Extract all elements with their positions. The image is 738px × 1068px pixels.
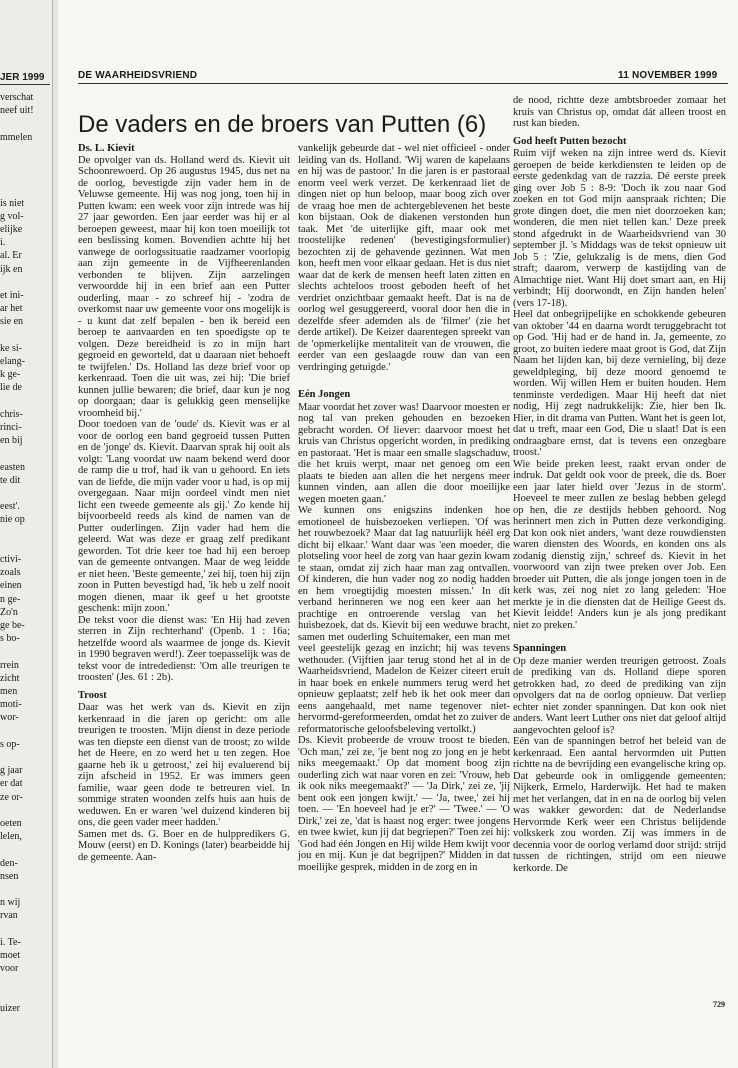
paragraph: Op deze manier werden treurigen getroost. Zoals de prediking van ds. Holland diepe sporen getrokken had, zo deed de prediking van zijn opvolgers dat na de oorlog opnieuw. Dat verliep echter niet zonder spanningen. Dat kon ook niet anders. Want leert Luther ons niet dat geloof altijd aangevochten geloof is? bbox=[513, 655, 726, 736]
previous-page-fragment: zicht bbox=[0, 672, 20, 684]
previous-page-fragment: moet bbox=[0, 950, 20, 961]
previous-page-fragment: nsen bbox=[0, 870, 19, 882]
paragraph: Samen met ds. G. Boer en de hulppredikers G. Mouw (eerst) en D. Konings (later) bearbeidde hij de gemeente. Aan- bbox=[78, 828, 290, 863]
previous-page-fragment: zoals bbox=[0, 567, 21, 579]
previous-page-fragment: rinci- bbox=[0, 422, 22, 433]
previous-page-fragment: elijke bbox=[0, 224, 23, 235]
previous-page-fragment: easten bbox=[0, 461, 25, 473]
subheading-god-heeft-putten-bezocht: God heeft Putten bezocht bbox=[513, 135, 627, 147]
previous-page-fragment: i. bbox=[0, 237, 6, 249]
paragraph: Wie beide preken leest, raakt ervan onder de indruk. Dat geldt ook voor de preek, die ds. Boer een jaar later hield over 'Jezus in de storm'. Hoeveel te meer zullen ze beslag hebben gelegd op hen, die ze destijds hebben gehoord. Nog herinnert men zich in Putten deze verkondiging. Dat kon ook niet anders, 'want deze rouwdiensten waren diensten des Woords, en konden ons als zodanig dienstig zijn,' schreef ds. Kievit in het voorwoord van zijn twee preken over Job. Een broeder uit Putten, die als jonge jongen toen in de kerk was, zei nog niet zo lang geleden: 'Hoe merkte je in die diensten dat de Heilige Geest ds. Kievit leidde! Anders kun je als jong predikant niet zo preken.' bbox=[513, 458, 726, 631]
paragraph: We kunnen ons enigszins indenken hoe emotioneel de huisbezoeken verliepen. 'Of was het rouwbezoek? Maar dat lag natuurlijk héél erg dicht bij elkaar.' Want daar was 'een moeder, die plotseling voor heel de zorg van haar gezin kwam te staan, omdat zij zich haar man zag ontvallen. Of kinderen, die hun vader nog zo nodig hadden en hem vroegtijdig moesten missen.' In dit verband herinneren we nog een keer aan het prachtige en ontroerende verslag van het huisbezoek, dat ds. Kievit bij een weduwe bracht, samen met ouderling Schuitemaker, een man met veel geestelijk gezag en inzicht; hij was tevens wethouder. (Vijftien jaar terug stond het al in de Waarheidsvriend, Madelon de Keizer citeert eruit in haar boek en enkele nummers terug werd het opnieuw geplaatst; zelf heb ik het ook meer dan eens aangehaald, met name tegenover niet-hervormd-gereformeerden, omdat het zo zuiver de reformatorische geloofsbeleving vertolkt.) bbox=[298, 505, 510, 735]
paragraph: Door toedoen van de 'oude' ds. Kievit was er al voor de oorlog een band gegroeid tussen Putten en de 'jonge' ds. Kievit. Daarvan sprak hij ooit als volgt: 'Lang voordat uw naam bekend werd door de ramp die u trof, had ik van u gehoord. En iets van de liefde, die mijn vader voor u had, is op mij overgegaan. Naar mijn oordeel vindt men niet licht een tweede gemeente als gij.' Zo kende hij bijvoorbeeld reeds als kind de namen van de Putter ouderlingen. Zijn vader had hem die geleerd. Wat was deze er graag zelf predikant geworden. Tot drie keer toe had hij een beroep van de gemeente ontvangen. Maar de weg leidde er niet heen. 'Beste gemeente,' zei hij, toen hij zijn zoon in Putten bevestigd had, 'ik heb u zelf nooit mogen dienen, maar ik geef u het grootste geschenk: mijn zoon.' bbox=[78, 419, 290, 614]
previous-page-fragment: oeten bbox=[0, 818, 22, 829]
previous-page-fragment: s bo- bbox=[0, 633, 20, 645]
previous-page-fragment: k ge- bbox=[0, 369, 21, 381]
previous-page-fragment: rrein bbox=[0, 659, 19, 671]
previous-page-fragment: lelen, bbox=[0, 831, 22, 843]
article-page bbox=[58, 0, 738, 1068]
column-3 bbox=[513, 95, 726, 874]
previous-page-fragment: i. Te- bbox=[0, 936, 21, 948]
subheading-troost: Troost bbox=[78, 689, 107, 701]
previous-page-header: JER 1999 bbox=[0, 72, 45, 83]
previous-page-fragment: n wij bbox=[0, 897, 21, 909]
previous-page-fragment: moti- bbox=[0, 699, 22, 711]
header-rule bbox=[78, 83, 728, 84]
paragraph: de nood, richtte deze ambtsbroeder zomaar het kruis van Christus op, omdat dát alleen troost en rust kan bieden. bbox=[513, 95, 726, 129]
subheading-spanningen: Spanningen bbox=[513, 643, 567, 654]
paragraph: Ds. Kievit probeerde de vrouw troost te bieden. 'Och man,' zei ze, 'je bent nog zo jong en je hebt niks meegemaakt.' Op dat moment boog zijn ouderling zich wat naar voren en zei: 'Vrouw, heb ik ook niks meegemaakt?' — 'Ja Dirk,' zei ze, 'jij bent ook een jongen kwijt.' — 'Ja, twee,' zei hij toen. — 'En hoeveel had je er?' — 'Twee.' — 'O Dirk,' zei ze, 'dat is haast nog erger: twee jongens en twee kwiet, kun jij dat begriepen?' Toen zei hij: 'God had één Jongen en Hij wilde Hem kwijt voor jou en mij. Kun je dat begrijpen?' Midden in dat moeilijke gesprek, midden in de zorg en in bbox=[298, 735, 510, 873]
previous-page-fragment: en bij bbox=[0, 435, 23, 447]
page-number: 729 bbox=[713, 1000, 725, 1009]
previous-page-fragment: er dat bbox=[0, 778, 23, 790]
previous-page-fragment: te dit bbox=[0, 474, 21, 486]
previous-page-fragment: den- bbox=[0, 857, 18, 869]
previous-page-fragment: s op- bbox=[0, 738, 20, 750]
previous-page-fragment: lie de bbox=[0, 382, 22, 394]
paragraph: Heel dat onbegrijpelijke en schokkende gebeuren van oktober '44 en daarna wordt teruggebracht tot op God. 'Hij had er de hand in. Ja, gemeente, zo groot, zo buiten iedere maat groot is God, dat Zijn Naam het lijden kan, bij deze vernieling, bij deze geweldpleging, bij deze moord genoemd te worden. Wij willen Hem er buiten houden. Hem tenminste verdedigen. Maar Hij heeft dat niet nodig, Hij zegt nadrukkelijk: Zie, hier ben Ik. Hier, in dit drama van Putten. Want het is geen lot, dat u treft, maar een God, Die u slaat! Dat is een ondraagbare ernst, dat is tevens een onzegbare troost.' bbox=[513, 309, 726, 458]
previous-page-strip bbox=[0, 0, 53, 1068]
subheading-een-jongen: Eén Jongen bbox=[298, 389, 351, 400]
previous-page-fragment: eest'. bbox=[0, 501, 20, 513]
previous-page-fragment: et ini- bbox=[0, 290, 24, 301]
paragraph: Daar was het werk van ds. Kievit en zijn kerkenraad in die jaren op gericht: om alle treurigen te troosten. 'Mijn dienst in deze periode was ten diepste een dienst van de troost; zo wilde het de Heere, en zo werd het u ten zegen. Hoe gaarne heb ik u getroost,' zei hij evaluerend bij zijn afscheid in 1952. Er was immers geen familie, waar geen dode te betreuren viel. In sommige straten woonden zelfs huis aan huis de weduwen. En er waren 'wel duizend kinderen bij ons, die geen vader meer hadden.' bbox=[78, 702, 290, 828]
previous-page-fragment: ke si- bbox=[0, 342, 22, 354]
previous-page-fragment: wor- bbox=[0, 712, 19, 724]
byline: Ds. L. Kievit bbox=[78, 143, 135, 154]
previous-page-fragment: ar het bbox=[0, 303, 23, 315]
previous-page-fragment: voor bbox=[0, 963, 19, 975]
previous-page-fragment: neef uit! bbox=[0, 105, 34, 117]
previous-page-fragment: elang- bbox=[0, 356, 25, 367]
previous-page-fragment: verschat bbox=[0, 92, 34, 103]
previous-page-fragment: sie en bbox=[0, 316, 24, 328]
previous-page-fragment: rvan bbox=[0, 910, 18, 922]
previous-page-fragment: ijk en bbox=[0, 263, 23, 275]
previous-page-fragment: is niet bbox=[0, 197, 25, 209]
previous-page-fragment: mmelen bbox=[0, 131, 33, 143]
previous-page-fragment: al. Er bbox=[0, 250, 22, 262]
previous-page-fragment: chris- bbox=[0, 408, 23, 420]
previous-page-fragment: n ge- bbox=[0, 593, 21, 605]
paragraph: vankelijk gebeurde dat - wel niet officieel - onder leiding van ds. Holland. 'Wij waren de kapelaans en hij was de pastoor.' In die jaren is er pastoraal enorm veel werk verzet. De kerkenraad liet de dingen niet op hun beloop, maar boog zich over de vraag hoe men de achtergeblevenen het beste kon bijstaan. Ook de diakenen verstonden hun taak. Met 'de uiterlijke gift, maar ook met troostelijke redenen' (bevestigingsformulier) bezochten zij de gehavende gezinnen. Wat men kon, heeft men voor elkaar gedaan. Het is dus niet waar dat de kerk de mensen heeft laten zitten en slechts achteloos troost geboden heeft of het verdriet onzichtbaar gemaakt heeft. Dat is na de oorlog wel gesuggereerd, vooral door hen die in dezelfde sfeer ademden als de 'filmer' (zie het derde artikel). De Keizer daarentegen spreekt van de 'opmerkelijke mentaliteit van de vrouwen, die eerder van een geslaagde rouw dan van een verdringing getuigde.' bbox=[298, 143, 510, 373]
previous-page-fragment: ge be- bbox=[0, 620, 25, 631]
previous-page-fragment: ze or- bbox=[0, 791, 23, 803]
issue-date: 11 NOVEMBER 1999 bbox=[618, 70, 718, 81]
column-1 bbox=[78, 143, 290, 863]
paragraph: De opvolger van ds. Holland werd ds. Kievit uit Schoonrewoerd. Op 26 augustus 1945, dus net na de oorlog, bevestigde zijn vader hem in de Veluwse gemeente. Hij was nog jong, toen hij in Putten kwam: een week voor zijn intrede was hij 27 jaar geworden. Een jaar eerder was hij er al beroepen geweest, maar hij kon toen moeilijk tot een beslissing komen. Bovendien achtte hij het vanwege de oorlogssituatie raadzamer voorlopig aan zijn gemeente in de Vijfheerenlanden verbonden te blijven. Zijn aarzelingen verwoordde hij in een brief aan een Putter ouderling, maar - zo schreef hij - 'zodra de overkomst naar uw gemeente voor ons mogelijk is - u kunt dat zelf bepalen - ben ik bereid een beroep te aanvaarden en ten spoedigste op te volgen. Deze bereidheid is zo in mijn hart gegroeid en geworteld, dat u daaraan niet behoeft te twijfelen.' Ds. Holland las deze brief voor op kerkenraad. Toen die uit was, zei hij: 'Die brief kunnen jullie bewaren; die brief, daar kun je nog op doorgaan; daar is gelukkig geen menselijke vroomheid bij.' bbox=[78, 154, 290, 419]
publication-name: DE WAARHEIDSVRIEND bbox=[78, 70, 198, 81]
previous-page-fragment: g jaar bbox=[0, 765, 23, 777]
previous-page-fragment: nie op bbox=[0, 514, 25, 526]
previous-page-rule bbox=[0, 84, 50, 85]
previous-page-fragment: g vol- bbox=[0, 210, 24, 222]
paragraph: Eén van de spanningen betrof het beleid van de kerkenraad. Een aantal hervormden uit Putten richtte na de bevrijding een evangelische kring op. Dat gebeurde ook in omliggende gemeenten: Nijkerk, Ermelo, Harderwijk. Het had te maken met het verlangen, dat in en na de oorlog bij velen was wakker geworden: dat de Nederlandse Hervormde Kerk weer een Christus belijdende volkskerk zou worden. Zij was immers in de decennia voor de oorlog verlamd door strijd: strijd tussen de richtingen, strijd om een nieuwe kerkorde. De bbox=[513, 736, 726, 874]
paragraph: Maar voordat het zover was! Daarvoor moesten er nog tal van preken gehouden en bezoeken gebracht worden. Of liever: daarvoor moest het kruis van Christus opgericht worden, in prediking en pastoraat. 'Het is maar een smalle slagschaduw, die het kruis werpt, maar net genoeg om een plaats te bieden aan allen die het nergens meer kunnen vinden, aan allen die door moeilijke wegen moeten gaan.' bbox=[298, 401, 510, 505]
column-2 bbox=[298, 143, 510, 873]
paragraph: De tekst voor die dienst was: 'En Hij had zeven sterren in Zijn rechterhand' (Openb. 1 : 16a; hetzelfde woord als waarmee de jonge ds. Kievit in 1990 begraven werd!). Zeer toepasselijk was de tekst voor de intrededienst: 'Om alle treurigen te troosten' (Jes. 61 : 2b). bbox=[78, 614, 290, 683]
previous-page-fragment: einen bbox=[0, 580, 22, 592]
previous-page-fragment: Zo'n bbox=[0, 606, 18, 618]
paragraph: Ruim vijf weken na zijn intree werd ds. Kievit geroepen de beide kerkdiensten te leiden op de eerste gedenkdag van de razzia. Dé eerste preek ging over Job 5 : 8-9: 'Doch ik zou naar God zoeken en tot God mijn aanspraak richten; Die grote dingen doet, die men niet doorzoeken kan; wonderen, die men niet tellen kan.' Deze preek stond afgedrukt in de Waarheidsvriend van 30 september jl. 's Middags was de tekst opnieuw uit Job 5 : 'Zie, gelukzalig is de mens, dien God straft; daarom, verwerp de kastijding van de Almachtige niet. Want Hij doet smart aan, en Hij verbindt; Hij doorwondt, en Zijn handen helen' (vers 17-18). bbox=[513, 148, 726, 309]
previous-page-fragment: ctivi- bbox=[0, 554, 22, 565]
previous-page-fragment: uizer bbox=[0, 1002, 20, 1014]
previous-page-fragment: men bbox=[0, 686, 18, 697]
article-title: De vaders en de broers van Putten (6) bbox=[78, 111, 487, 138]
